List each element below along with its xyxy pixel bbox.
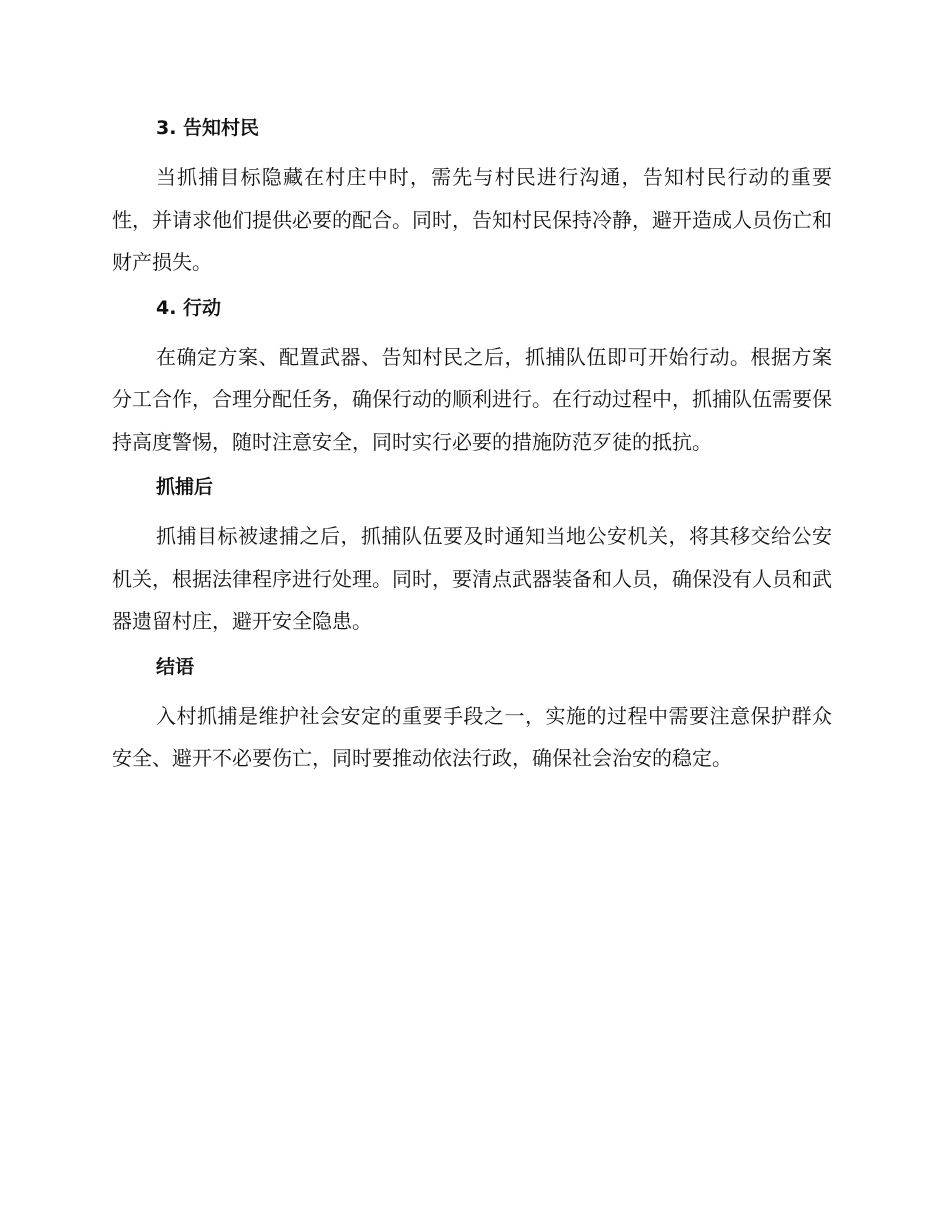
section-paragraph-after-arrest: 抓捕目标被逮捕之后，抓捕队伍要及时通知当地公安机关，将其移交给公安机关，根据法律程序进行处理。同时，要清点武器装备和人员，确保没有人员和武器遗留村庄，避开安全隐患。 — [112, 524, 832, 633]
section-heading-conclusion: 结语 — [156, 655, 195, 678]
section-heading-after-arrest: 抓捕后 — [156, 476, 214, 498]
document-page — [112, 108, 832, 784]
section-paragraph-action: 在确定方案、配置武器、告知村民之后，抓捕队伍即可开始行动。根据方案分工合作，合理分配任务，确保行动的顺利进行。在行动过程中，抓捕队伍需要保持高度警惕，随时注意安全，同时实行必要的措施防范歹徒的抵抗。 — [112, 344, 832, 454]
section-paragraph-notify-villagers: 当抓捕目标隐藏在村庄中时，需先与村民进行沟通，告知村民行动的重要性，并请求他们提供必要的配合。同时，告知村民保持冷静，避开造成人员伤亡和财产损失。 — [112, 165, 832, 274]
section-heading-action: 4. 行动 — [156, 296, 222, 319]
section-paragraph-conclusion: 入村抓捕是维护社会安定的重要手段之一，实施的过程中需要注意保护群众安全、避开不必要伤亡，同时要推动依法行政，确保社会治安的稳定。 — [112, 703, 832, 770]
section-heading-notify-villagers: 3. 告知村民 — [156, 117, 260, 139]
